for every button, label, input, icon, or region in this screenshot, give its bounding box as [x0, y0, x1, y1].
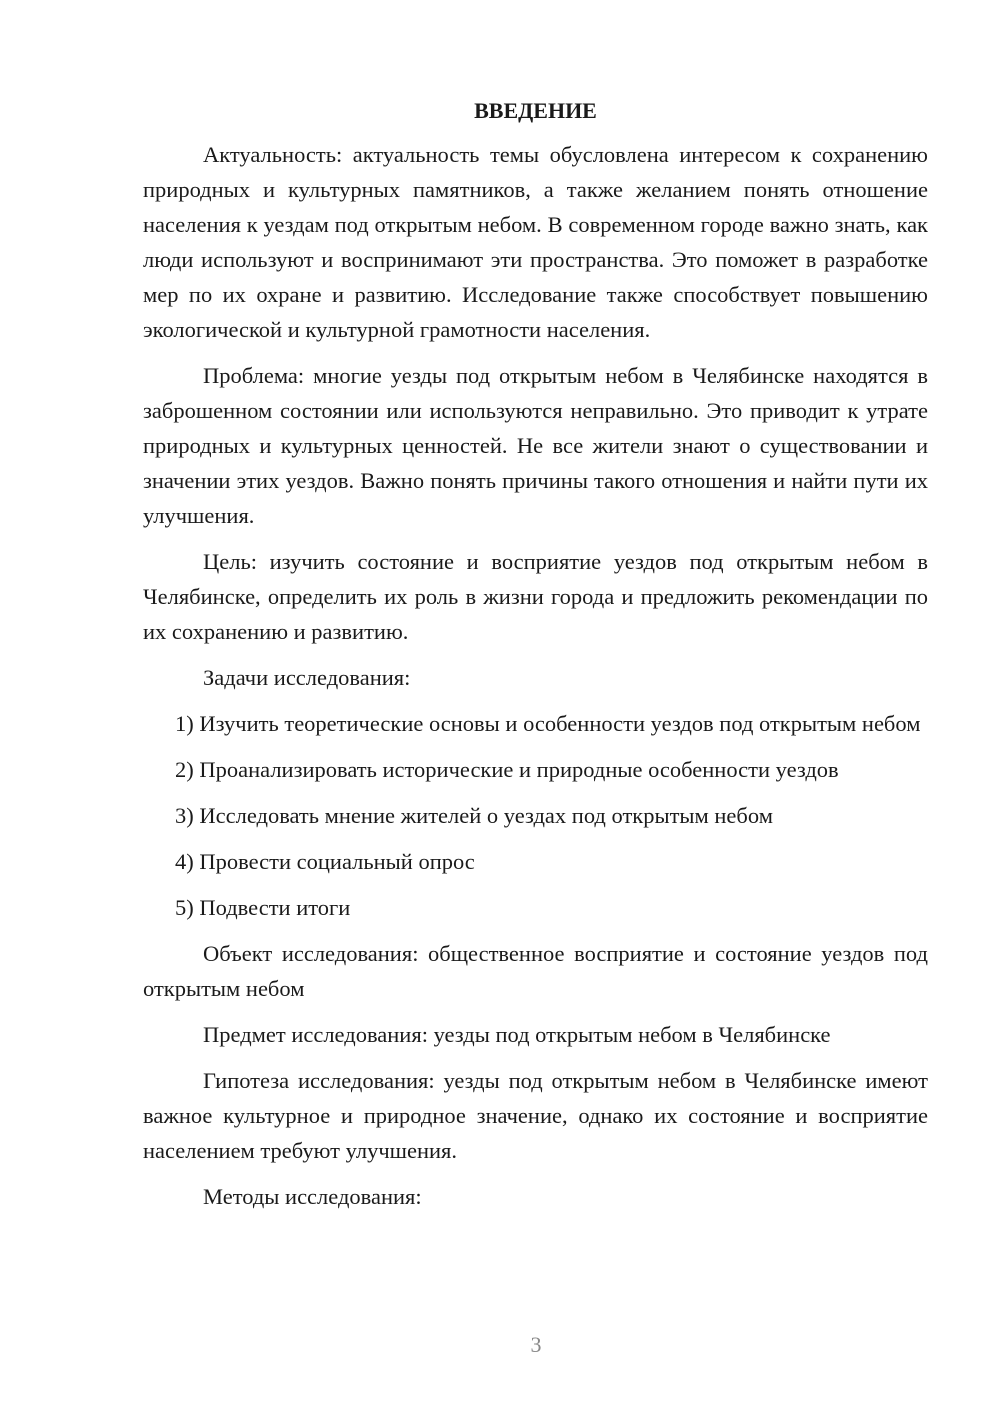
methods-title: Методы исследования: [203, 1184, 422, 1209]
task-item-1: 1) Изучить теоретические основы и особенности уездов под открытым небом [175, 711, 921, 736]
task-item-4: 4) Провести социальный опрос [175, 849, 475, 874]
document-page [143, 95, 928, 1225]
goal-paragraph: Цель: изучить состояние и восприятие уездов под открытым небом в Челябинске, определить их роль в жизни города и предложить рекомендации по их сохранению и развитию. [143, 549, 928, 644]
section-heading: ВВЕДЕНИЕ [474, 98, 597, 123]
object-paragraph: Объект исследования: общественное восприятие и состояние уездов под открытым небом [143, 941, 928, 1001]
tasks-title: Задачи исследования: [203, 665, 411, 690]
page-number: 3 [530, 1332, 542, 1357]
task-item-2: 2) Проанализировать исторические и природные особенности уездов [175, 757, 839, 782]
subject-paragraph: Предмет исследования: уезды под открытым небом в Челябинске [203, 1022, 831, 1047]
problem-paragraph: Проблема: многие уезды под открытым небом в Челябинске находятся в заброшенном состоянии или используются неправильно. Это приводит к утрате природных и культурных ценностей. Не все жители знают о существовании и значении этих уездов. Важно понять причины такого отношения и найти пути их улучшения. [143, 363, 928, 528]
hypothesis-paragraph: Гипотеза исследования: уезды под открытым небом в Челябинске имеют важное культурное и природное значение, однако их состояние и восприятие населением требуют улучшения. [143, 1068, 928, 1163]
relevance-paragraph: Актуальность: актуальность темы обусловлена интересом к сохранению природных и культурных памятников, а также желанием понять отношение населения к уездам под открытым небом. В современном городе важно знать, как люди используют и воспринимают эти пространства. Это поможет в разработке мер по их охране и развитию. Исследование также способствует повышению экологической и культурной грамотности населения. [143, 142, 928, 342]
task-item-3: 3) Исследовать мнение жителей о уездах под открытым небом [175, 803, 773, 828]
task-item-5: 5) Подвести итоги [175, 895, 351, 920]
